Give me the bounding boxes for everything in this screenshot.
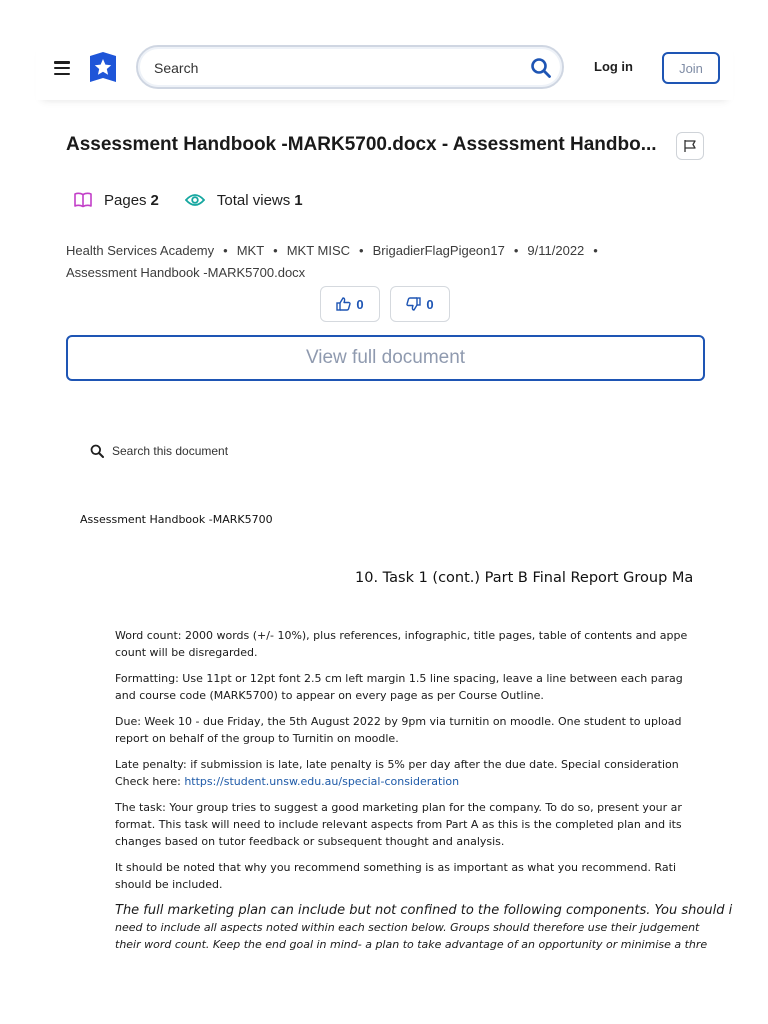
login-link[interactable]: Log in [594,59,633,74]
meta-course[interactable]: MKT [236,243,265,258]
preview-body [115,627,733,962]
like-count: 0 [356,296,364,312]
like-button[interactable] [320,286,380,322]
hamburger-menu-icon[interactable] [54,61,70,75]
thumbs-up-icon [336,297,351,311]
join-button[interactable]: Join [662,52,720,84]
thumbs-down-icon [406,297,421,311]
flag-icon [683,139,697,153]
preview-heading: 10. Task 1 (cont.) Part B Final Report Group Ma [355,570,694,586]
views-label: Total views [216,191,291,209]
paragraph-late-penalty: Late penalty: if submission is late, late penalty is 5% per day after the due date. Special consideration Check here: https://student.unsw.edu.au/special-consideration [115,758,679,788]
paragraph-task: The task: Your group tries to suggest a good marketing plan for the company. To do so, present your ar format. This task will need to include relevant aspects from Part A as this is the completed plan and its changes based on tutor feedback or subsequent thought and analysis. [115,801,682,848]
paragraph-word-count: Word count: 2000 words (+/- 10%), plus references, infographic, title pages, table of contents and appe count will be disregarded. [115,629,688,659]
dislike-button[interactable] [390,286,450,322]
meta-author[interactable]: BrigadierFlagPigeon17 [372,243,505,258]
special-consideration-link[interactable]: https://student.unsw.edu.au/special-consideration [184,775,460,788]
search-input[interactable] [154,58,514,78]
report-button[interactable] [676,132,704,160]
views-stat [185,192,303,209]
document-stats [74,190,329,210]
meta-subject[interactable]: MKT MISC [286,243,351,258]
site-logo-icon[interactable] [88,52,118,84]
search-bar [136,45,564,89]
meta-filename: Assessment Handbook -MARK5700.docx [66,265,306,280]
search-document-label: Search this document [112,444,229,458]
pages-value: 2 [150,191,159,209]
preview-header: Assessment Handbook -MARK5700 [80,513,273,526]
views-value: 1 [294,191,303,209]
search-document-link[interactable] [90,444,228,458]
search-icon [90,444,104,458]
document-meta: Health Services Academy • MKT • MKT MISC • BrigadierFlagPigeon17 • 9/11/2022 • Assessment Handbook -MARK5700.docx [66,243,598,280]
document-preview [0,500,733,990]
meta-date: 9/11/2022 [527,243,585,258]
top-navbar [36,40,733,100]
page-title: Assessment Handbook -MARK5700.docx - Assessment Handbo... [66,134,657,155]
eye-icon [185,193,205,207]
vote-buttons [320,286,460,322]
paragraph-formatting: Formatting: Use 11pt or 12pt font 2.5 cm left margin 1.5 line spacing, leave a line between each parag and course code (MARK5700) to appear on every page as per Course Outline. [115,672,683,702]
dislike-count: 0 [426,296,434,312]
pages-label: Pages [104,191,147,209]
view-full-document-button[interactable]: View full document [66,335,705,381]
book-icon [74,192,92,208]
search-icon[interactable] [530,57,552,79]
paragraph-rationale: It should be noted that why you recommend something is as important as what you recommend. Rati should be included. [115,861,676,891]
pages-stat [74,192,159,209]
meta-school[interactable]: Health Services Academy [66,243,215,258]
paragraph-due: Due: Week 10 - due Friday, the 5th August 2022 by 9pm via turnitin on moodle. One student to upload report on behalf of the group to Turnitin on moodle. [115,715,682,745]
paragraph-components: The full marketing plan can include but not confined to the following components. You should i need to include all aspects noted within each section below. Groups should therefore use their judgement their word count. Keep the end goal in mind- a plan to take advantage of an opportunity or minimise a thre [115,903,733,951]
